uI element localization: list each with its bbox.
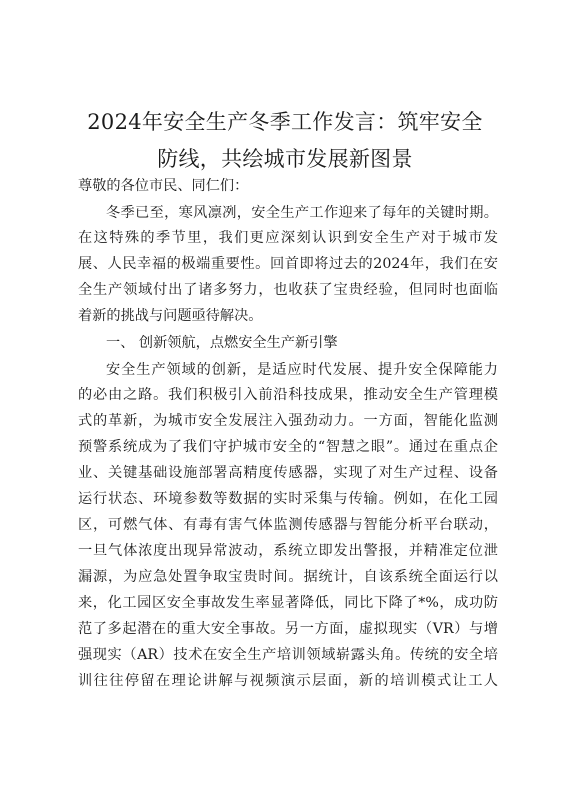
body-line: 全生产领域付出了诸多努力，也收获了宝贵经验，但同时也面临 xyxy=(78,282,498,298)
body-line: 冬季已至，寒风凛冽，安全生产工作迎来了每年的关键时期。 xyxy=(106,205,498,221)
body-line: 的必由之路。我们积极引入前沿科技成果，推动安全生产管理模 xyxy=(78,387,498,403)
body-line: 训往往停留在理论讲解与视频演示层面，新的培训模式让工人 xyxy=(78,673,498,689)
body-line: 运行状态、环境参数等数据的实时采集与传输。例如，在化工园 xyxy=(78,491,498,507)
document-title-line-1: 2024年安全生产冬季工作发言：筑牢安全 xyxy=(87,110,483,134)
salutation: 尊敬的各位市民、同仁们： xyxy=(78,178,249,194)
body-line: 业、关键基础设施部署高精度传感器，实现了对生产过程、设备 xyxy=(78,465,498,481)
body-line: 区，可燃气体、有毒有害气体监测传感器与智能分析平台联动， xyxy=(78,517,498,533)
body-line: 强现实（AR）技术在安全生产培训领域崭露头角。传统的安全培 xyxy=(78,647,498,663)
body-line: 式的革新，为城市安全发展注入强劲动力。一方面，智能化监测 xyxy=(78,413,498,429)
body-line: 一旦气体浓度出现异常波动，系统立即发出警报，并精准定位泄 xyxy=(78,543,498,559)
body-line: 在这特殊的季节里，我们更应深刻认识到安全生产对于城市发 xyxy=(78,230,498,246)
section-heading: 一、 创新领航，点燃安全生产新引擎 xyxy=(106,335,338,351)
body-line: 安全生产领域的创新，是适应时代发展、提升安全保障能力 xyxy=(106,362,498,378)
document-title-line-2: 防线，共绘城市发展新图景 xyxy=(157,147,413,171)
body-line: 来，化工园区安全事故发生率显著降低，同比下降了*%，成功防 xyxy=(78,595,498,611)
body-line: 预警系统成为了我们守护城市安全的“智慧之眼”。通过在重点企 xyxy=(78,439,498,455)
body-line: 范了多起潜在的重大安全事故。另一方面，虚拟现实（VR）与增 xyxy=(78,621,498,637)
body-line: 展、人民幸福的极端重要性。回首即将过去的2024年，我们在安 xyxy=(78,256,498,272)
body-line: 漏源，为应急处置争取宝贵时间。据统计，自该系统全面运行以 xyxy=(78,569,498,585)
body-line: 着新的挑战与问题亟待解决。 xyxy=(78,308,263,324)
